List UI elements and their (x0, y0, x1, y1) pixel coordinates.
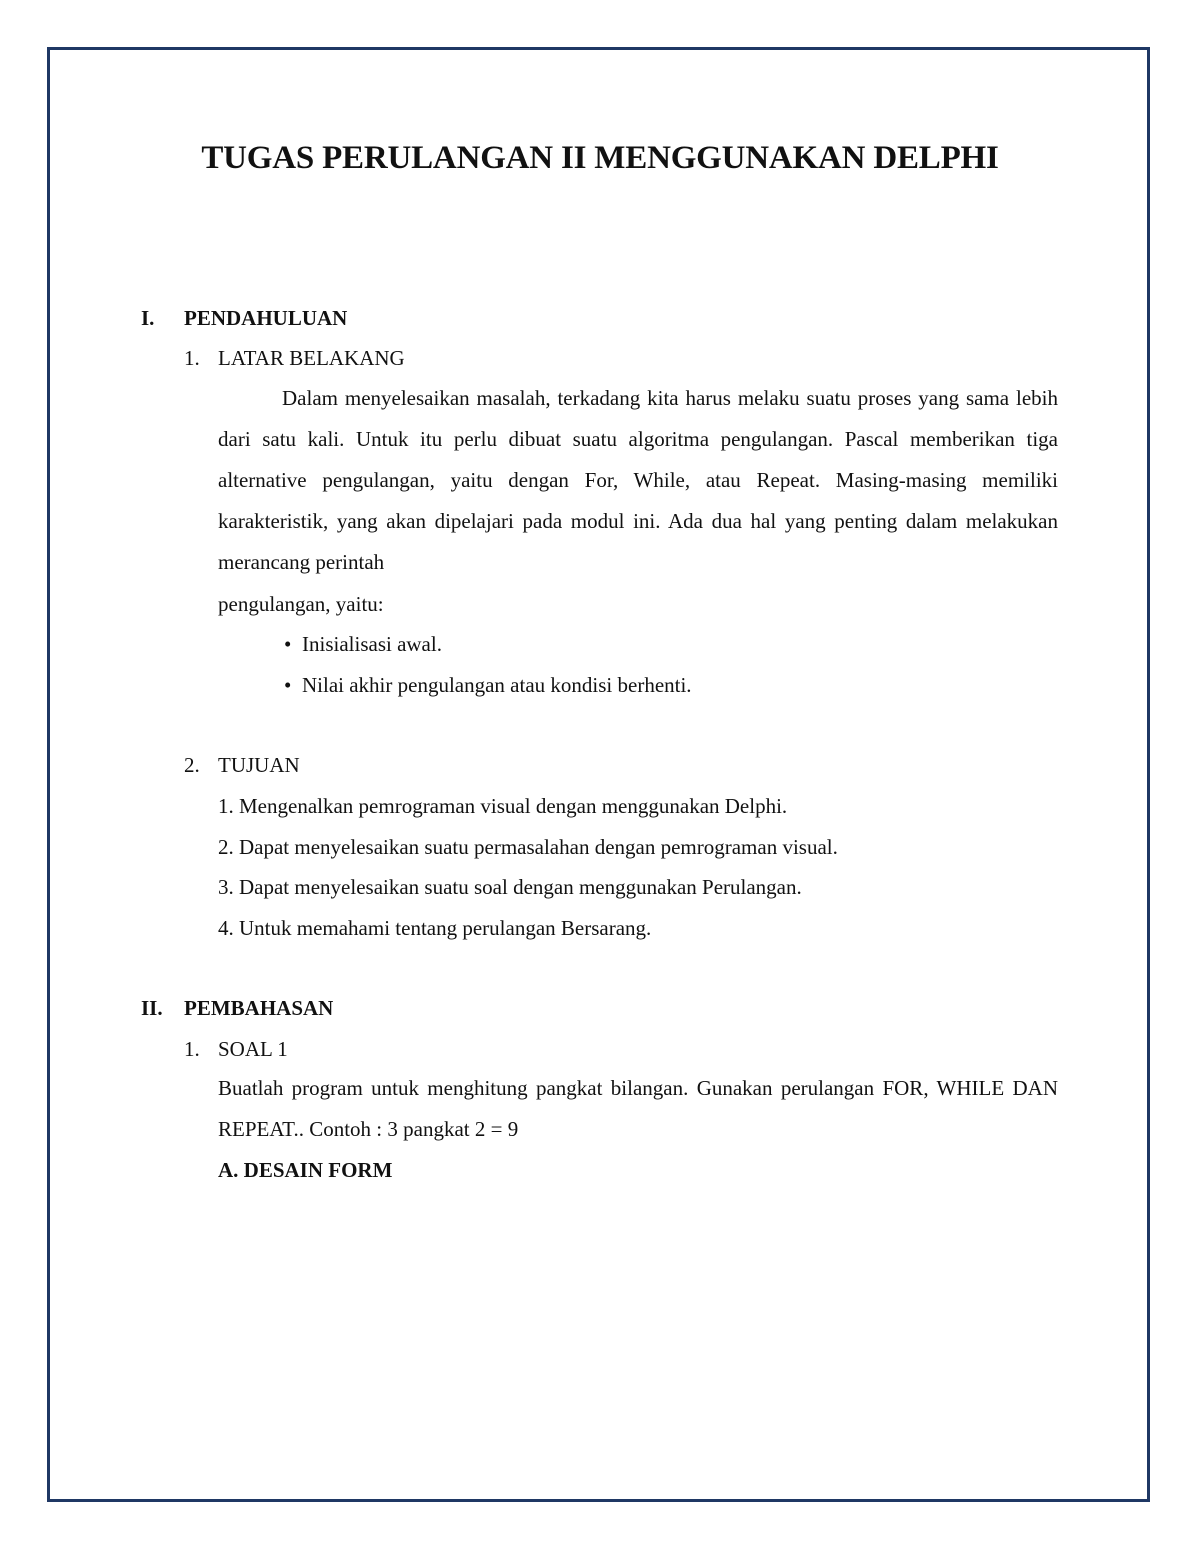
soal-paragraph: Buatlah program untuk menghitung pangkat bilangan. Gunakan perulangan FOR, WHILE DAN REPEAT.. Contoh : 3 pangkat 2 = 9 (218, 1076, 1058, 1141)
tujuan-item: 3. Dapat menyelesaikan suatu soal dengan menggunakan Perulangan. (218, 875, 802, 899)
section-2-heading: PEMBAHASAN (184, 996, 334, 1020)
page-border (47, 47, 1150, 1502)
subsection-tujuan-heading: TUJUAN (218, 753, 300, 777)
subsection-1-number: 1. (184, 346, 200, 370)
bullet-item: • Inisialisasi awal. (284, 632, 442, 656)
section-1-heading: PENDAHULUAN (184, 306, 348, 330)
document-title: TUGAS PERULANGAN II MENGGUNAKAN DELPHI (201, 140, 999, 176)
desain-form-heading: A. DESAIN FORM (218, 1158, 393, 1182)
section-2-number: II. (141, 996, 163, 1020)
subsection-soal-heading: SOAL 1 (218, 1037, 288, 1061)
tujuan-item: 4. Untuk memahami tentang perulangan Bersarang. (218, 916, 652, 940)
subsection-2-number: 2. (184, 753, 200, 777)
section-1-number: I. (141, 306, 155, 330)
latar-belakang-paragraph: Dalam menyelesaikan masalah, terkadang kita harus melaku suatu proses yang sama lebih dari satu kali. Untuk itu perlu dibuat suatu algoritma pengulangan. Pascal memberikan tiga alternative pengulangan, yaitu dengan For, While, atau Repeat. Masing-masing memiliki karakteristik, yang akan dipelajari pada modul ini. Ada dua hal yang penting dalam melakukan merancang perintah (218, 386, 1058, 574)
tujuan-item: 1. Mengenalkan pemrograman visual dengan menggunakan Delphi. (218, 794, 788, 818)
tujuan-item: 2. Dapat menyelesaikan suatu permasalahan dengan pemrograman visual. (218, 835, 838, 859)
subsection-soal-number: 1. (184, 1037, 200, 1061)
latar-belakang-continuation: pengulangan, yaitu: (218, 592, 384, 616)
bullet-item: • Nilai akhir pengulangan atau kondisi berhenti. (284, 673, 692, 697)
subsection-latar-belakang-heading: LATAR BELAKANG (218, 346, 405, 370)
